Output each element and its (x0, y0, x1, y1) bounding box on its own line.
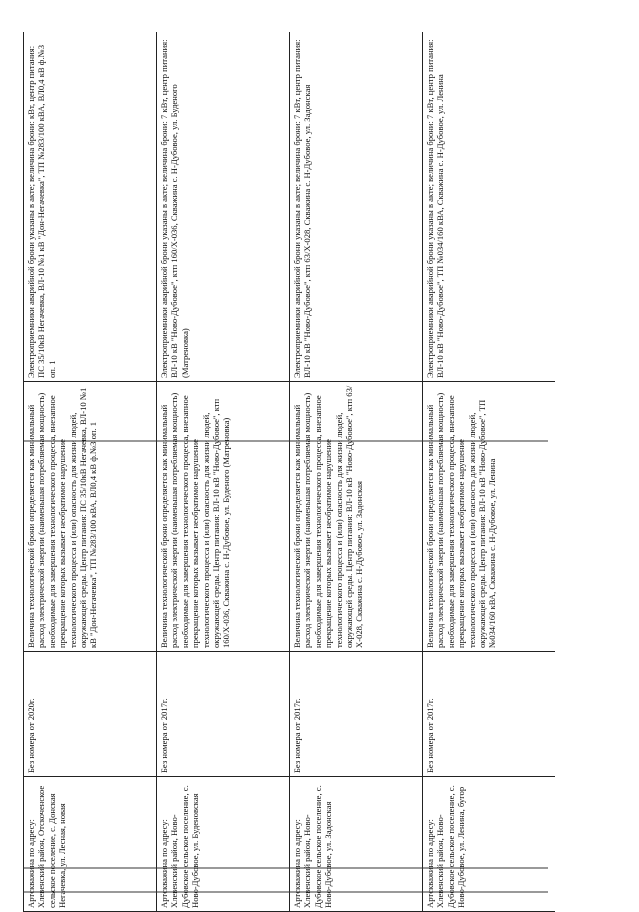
cell-object: Артскважина по адресу: Хлевенский район, Ново-Дубовское сельское поселение, с. Ново-Дубовое, ул. Буденовская (157, 777, 290, 912)
cell-emergency: Электроприемники аварийной брони указаны в акте; величина брони: 7 кВт, центр питания: ВЛ-10 кВ "Ново-Дубовое", ктп 160/Х-036, Скважина с. Н-Дубовое, ул. Буденого (Матреновка) (157, 32, 290, 382)
cell-tech: Величина технологической брони определяется как минимальный расход электрической энергии (наименьшая потребляемая мощность) необходимые для завершения технологического процесса, внезапное прекращение которых вызывает необратимое нарушение технологического процесса и (или) опасность для жизни людей, окружающей среды. Центр питания: ВЛ-10 кВ "Ново-Дубовое", ТП №034/160 кВА, Скважина с. Н-Дубовое, ул. Ленина (423, 382, 556, 652)
cell-tech: Величина технологической брони определяется как минимальный расход электрической энергии (наименьшая потребляемая мощность) необходимые для завершения технологического процесса, внезапное прекращение которых вызывает необратимое нарушение технологического процесса и (или) опасность для жизни людей, окружающей среды. Центр питания: ПС 35/10кВ Негачевка, ВЛ-10 №1 кВ "Дон-Негачевка", ТП №283/100 кВА, ВЛ0,4 кВ ф.№3 оп. 1 (24, 382, 157, 652)
cell-tech: Величина технологической брони определяется как минимальный расход электрической энергии (наименьшая потребляемая мощность) необходимые для завершения технологического процесса, внезапное прекращение которых вызывает необратимое нарушение технологического процесса и (или) опасность для жизни людей, окружающей среды. Центр питания: ВЛ-10 кВ "Ново-Дубовое", ктп 160/Х-036, Скважина с. Н-Дубовое, ул. Буденого (Матреновка) (157, 382, 290, 652)
cell-doc: Без номера от 2020г. (24, 652, 157, 777)
cell-emergency: Электроприемники аварийной брони указаны в акте; величина брони: 7 кВт, центр питания: ВЛ-10 кВ "Ново-Дубовое", ктп 63/Х-028, Скважина с. Н-Дубовое, ул. Задонская (290, 32, 423, 382)
cell-doc: Без номера от 2017г. (423, 652, 556, 777)
cell-doc: Без номера от 2017г. (157, 652, 290, 777)
table-row (423, 32, 556, 912)
cell-doc: Без номера от 2017г. (290, 652, 423, 777)
rotated-table-frame (23, 32, 555, 912)
table-row (24, 32, 157, 912)
reservation-table (23, 32, 555, 912)
cell-object: Артскважина по адресу: Хлевенский район, Отскоченское сельское поселение, с. Донская Негачевка, ул. Лесная, новая (24, 777, 157, 912)
cell-emergency: Электроприемники аварийной брони указаны в акте; величина брони: 7 кВт, центр питания: ВЛ-10 кВ "Ново-Дубовое", ТП №034/160 кВА, Скважина с. Н-Дубовое, ул. Ленина (423, 32, 556, 382)
table-row (290, 32, 423, 912)
cell-emergency: Электроприемники аварийной брони указаны в акте; величина брони: кВт, центр питания: ПС 35/10кВ Негачевка, ВЛ-10 №1 кВ "Дон-Негачевка", ТП №283/100 кВА, ВЛ0,4 кВ ф.№3 оп. 1 (24, 32, 157, 382)
cell-tech: Величина технологической брони определяется как минимальный расход электрической энергии (наименьшая потребляемая мощность) необходимые для завершения технологического процесса, внезапное прекращение которых вызывает необратимое нарушение технологического процесса и (или) опасность для жизни людей, окружающей среды. Центр питания: ВЛ-10 кВ "Ново-Дубовое", ктп 63/Х-028, Скважина с. Н-Дубовое, ул. Задонская (290, 382, 423, 652)
cell-object: Артскважина по адресу: Хлевенский район, Ново-Дубовское сельское поселение, с. Ново-Дубовое, ул. Задонская (290, 777, 423, 912)
cell-object: Артскважина по адресу: Хлевенский район, Ново-Дубовское сельское поселение, с. Ново-Дубовое, ул. Ленина, бугор (423, 777, 556, 912)
table-row (157, 32, 290, 912)
